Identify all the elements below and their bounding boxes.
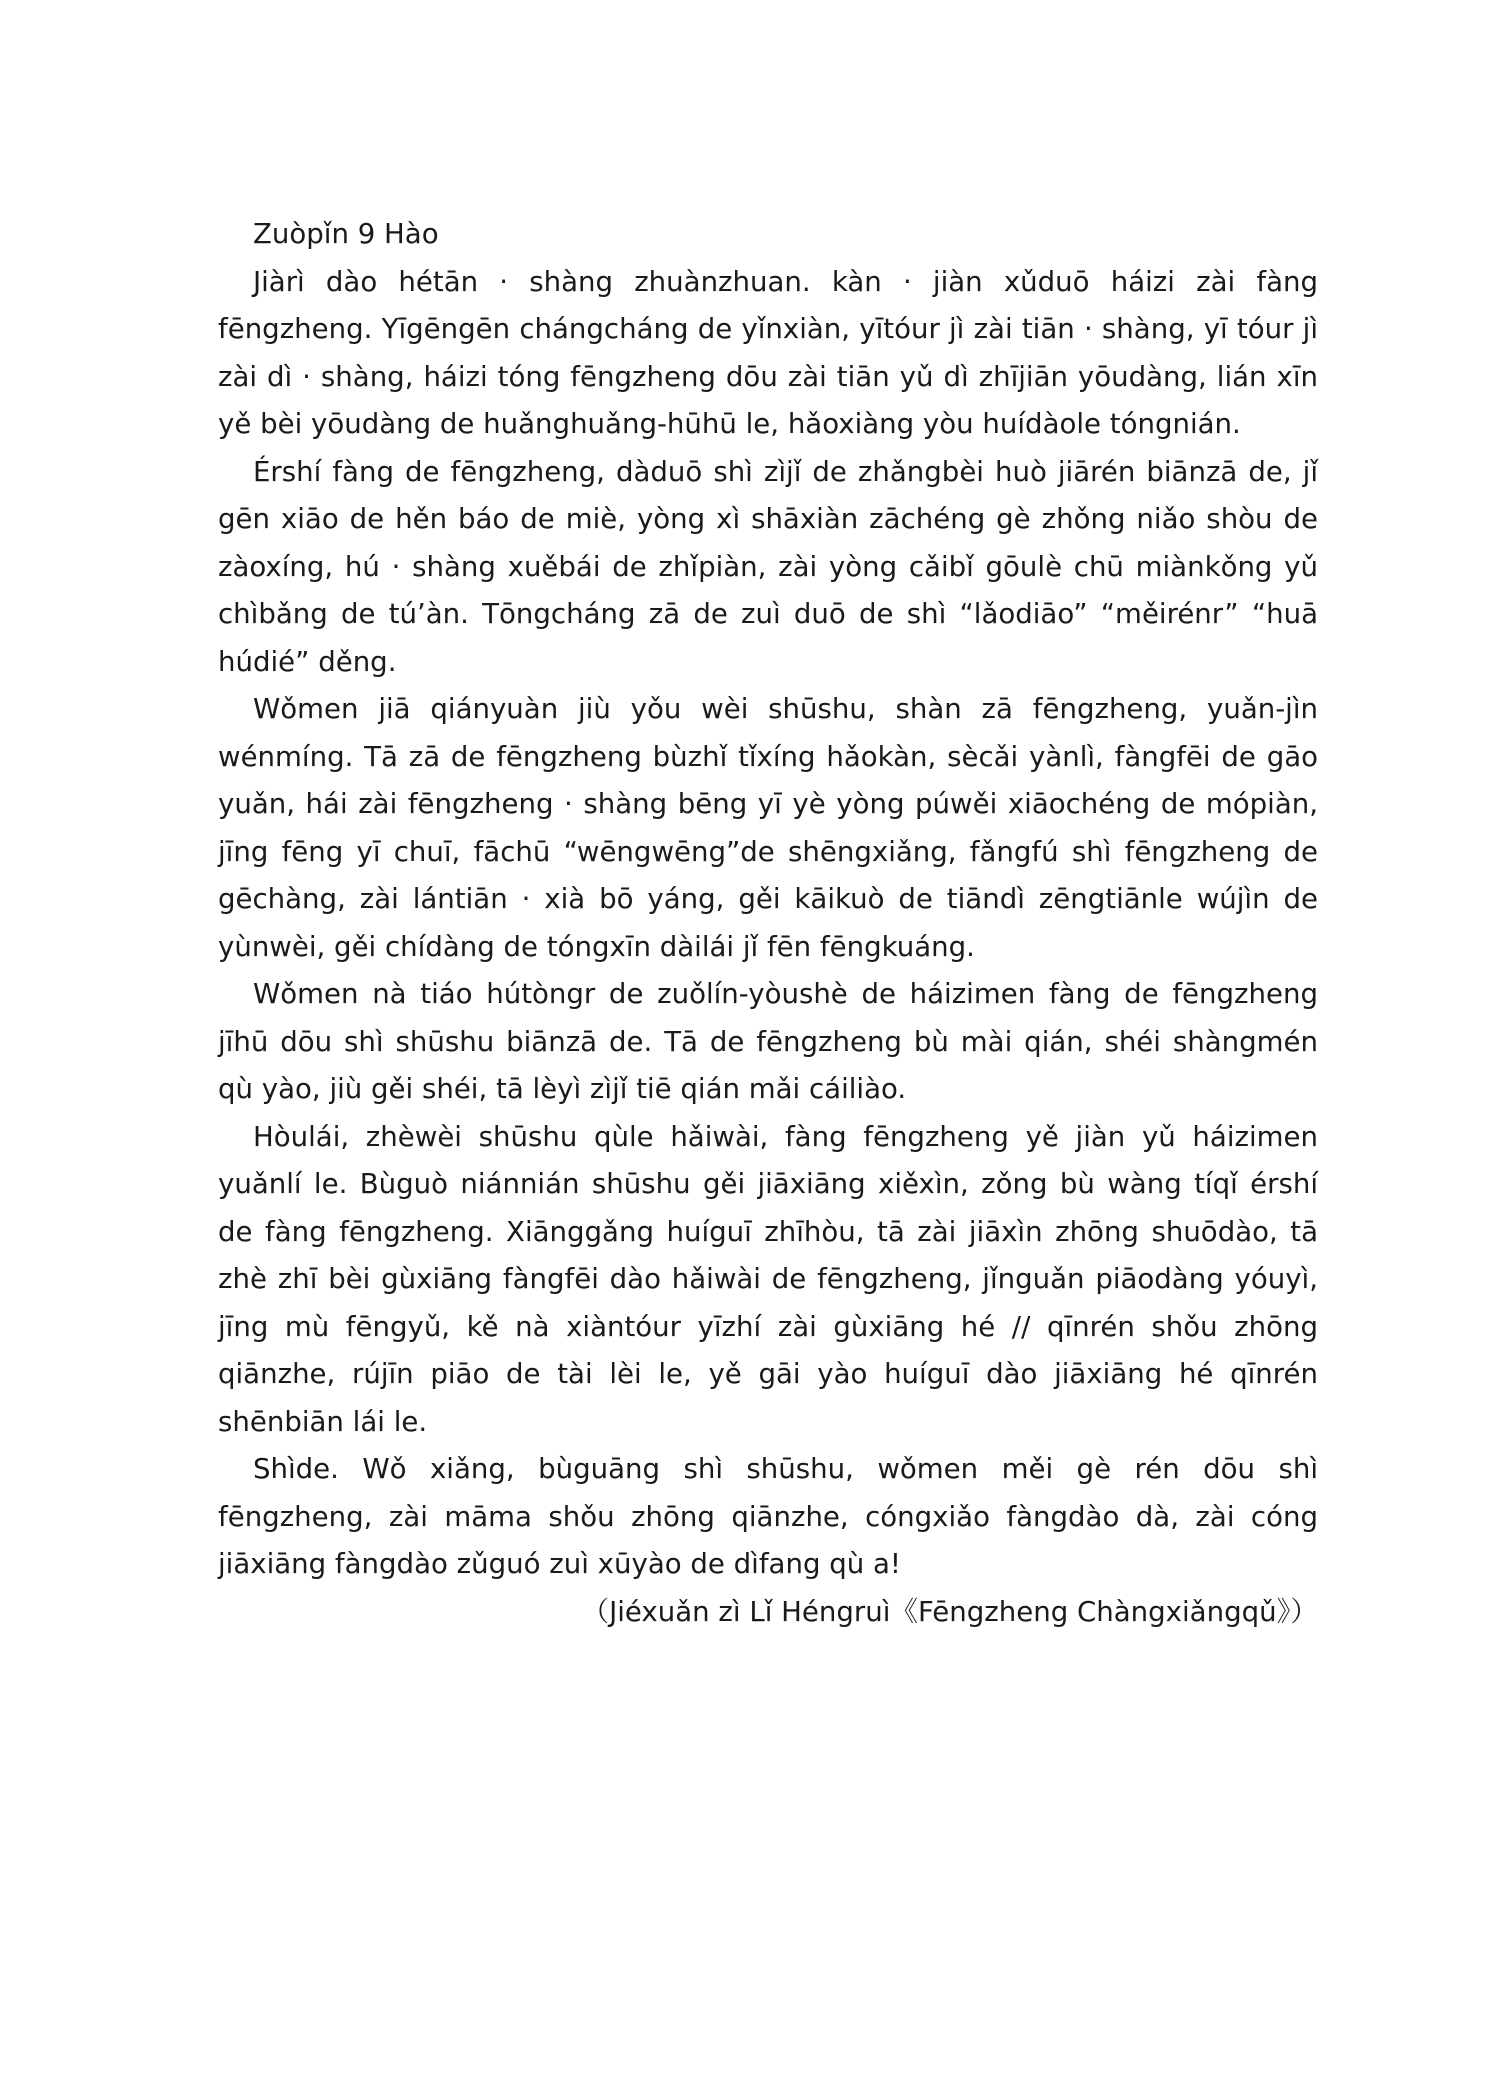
essay-source-citation: （Jiéxuǎn zì Lǐ Héngruì《Fēngzheng Chàngxiǎngqǔ》） [581,1594,1318,1628]
essay-paragraph-2: Érshí fàng de fēngzheng, dàduō shì zìjǐ de zhǎngbèi huò jiārén biānzā de, jǐ gēn xiāo de hěn báo de miè, yòng xì shāxiàn zāchéng gè zhǒng niǎo shòu de zàoxíng, hú · shàng xuěbái de zhǐpiàn, zài yòng cǎibǐ gōulè chū miànkǒng yǔ chìbǎng de tú’àn. Tōngcháng zā de zuì duō de shì “lǎodiāo” “měirénr” “huā húdié” děng. [218,454,1318,678]
essay-paragraph-3: Wǒmen jiā qiányuàn jiù yǒu wèi shūshu, shàn zā fēngzheng, yuǎn-jìn wénmíng. Tā zā de fēngzheng bùzhǐ tǐxíng hǎokàn, sècǎi yànlì, fàngfēi de gāo yuǎn, hái zài fēngzheng · shàng bēng yī yè yòng púwěi xiāochéng de mópiàn, jīng fēng yī chuī, fāchū “wēngwēng”de shēngxiǎng, fǎngfú shì fēngzheng de gēchàng, zài lántiān · xià bō yáng, gěi kāikuò de tiāndì zēngtiānle wújìn de yùnwèi, gěi chídàng de tóngxīn dàilái jǐ fēn fēngkuáng. [218,692,1318,963]
essay-paragraph-6: Shìde. Wǒ xiǎng, bùguāng shì shūshu, wǒmen měi gè rén dōu shì fēngzheng, zài māma shǒu zhōng qiānzhe, cóngxiǎo fàngdào dà, zài cóng jiāxiāng fàngdào zǔguó zuì xūyào de dìfang qù a! [218,1452,1318,1580]
essay-text [218,210,1318,1635]
essay-paragraph-4: Wǒmen nà tiáo hútòngr de zuǒlín-yòushè de háizimen fàng de fēngzheng jīhū dōu shì shūshu biānzā de. Tā de fēngzheng bù mài qián, shéi shàngmén qù yào, jiù gěi shéi, tā lèyì zìjǐ tiē qián mǎi cáiliào. [218,977,1318,1105]
essay-paragraph-5: Hòulái, zhèwèi shūshu qùle hǎiwài, fàng fēngzheng yě jiàn yǔ háizimen yuǎnlí le. Bùguò niánnián shūshu gěi jiāxiāng xiěxìn, zǒng bù wàng tíqǐ érshí de fàng fēngzheng. Xiānggǎng huíguī zhīhòu, tā zài jiāxìn zhōng shuōdào, tā zhè zhī bèi gùxiāng fàngfēi dào hǎiwài de fēngzheng, jǐnguǎn piāodàng yóuyì, jīng mù fēngyǔ, kě nà xiàntóur yīzhí zài gùxiāng hé // qīnrén shǒu zhōng qiānzhe, rújīn piāo de tài lèi le, yě gāi yào huíguī dào jiāxiāng hé qīnrén shēnbiān lái le. [218,1119,1318,1438]
essay-title: Zuòpǐn 9 Hào [253,217,439,250]
essay-paragraph-1: Jiàrì dào hétān · shàng zhuànzhuan. kàn · jiàn xǔduō háizi zài fàng fēngzheng. Yīgēngēn chángcháng de yǐnxiàn, yītóur jì zài tiān · shàng, yī tóur jì zài dì · shàng, háizi tóng fēngzheng dōu zài tiān yǔ dì zhījiān yōudàng, lián xīn yě bèi yōudàng de huǎnghuǎng-hūhū le, hǎoxiàng yòu huídàole tóngnián. [218,264,1318,440]
